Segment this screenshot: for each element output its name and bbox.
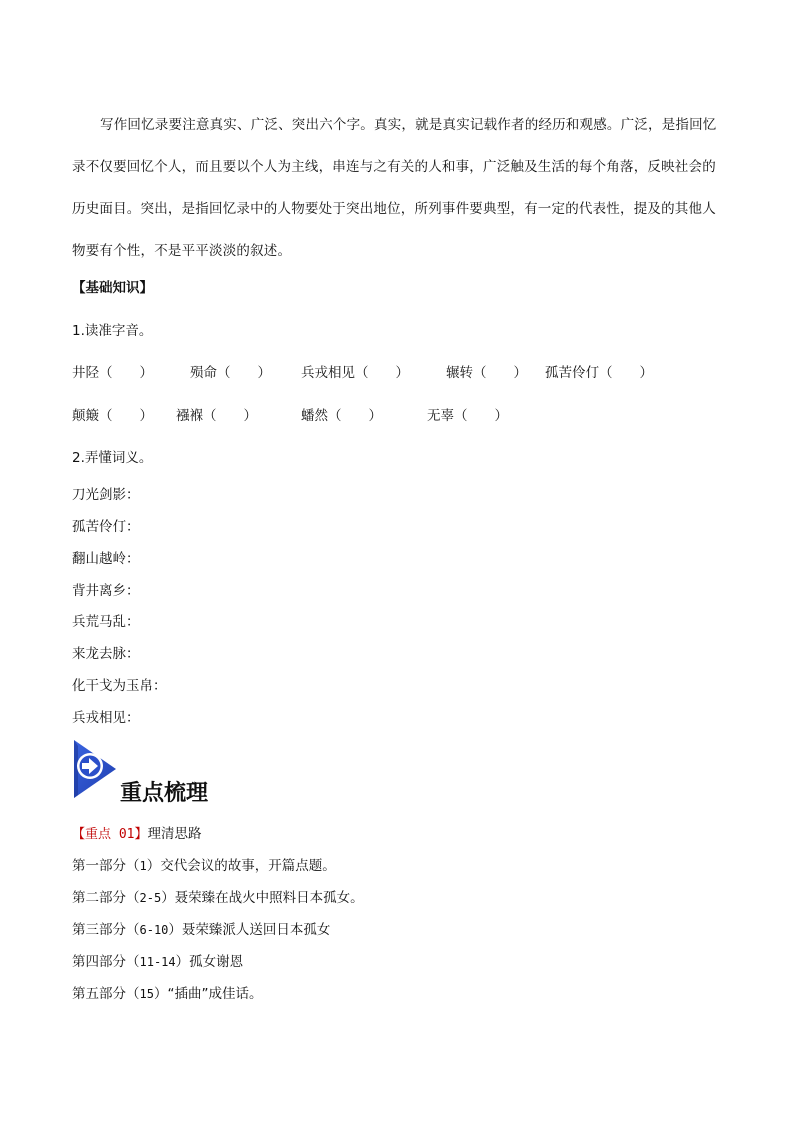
part-text: ）交代会议的故事，开篇点题。 bbox=[146, 858, 336, 874]
term-item: 兵荒马乱： bbox=[72, 614, 140, 630]
term-item: 翻山越岭： bbox=[72, 551, 140, 567]
outline-part bbox=[72, 982, 262, 1002]
outline-part bbox=[72, 950, 243, 970]
question-1-label: 1.读准字音。 bbox=[72, 323, 153, 339]
part-prefix: 第五部分（ bbox=[72, 986, 140, 1002]
pinyin-item: 殒命（ ） bbox=[190, 365, 271, 381]
part-prefix: 第四部分（ bbox=[72, 954, 140, 970]
part-range: 6-10 bbox=[139, 923, 169, 937]
outline-part bbox=[72, 886, 364, 906]
section-banner bbox=[72, 738, 372, 806]
part-range: 11-14 bbox=[139, 955, 176, 969]
question-2-label: 2.弄懂词义。 bbox=[72, 450, 153, 466]
term-item: 化干戈为玉帛： bbox=[72, 678, 167, 694]
pinyin-item: 无辜（ ） bbox=[427, 408, 508, 424]
outline-part bbox=[72, 854, 336, 874]
keypoint-label: 理清思路 bbox=[147, 826, 202, 842]
pinyin-item: 井陉（ ） bbox=[72, 365, 153, 381]
pinyin-item: 辗转（ ） bbox=[446, 365, 527, 381]
term-item: 背井离乡： bbox=[72, 583, 140, 599]
term-item: 孤苦伶仃： bbox=[72, 519, 140, 535]
intro-paragraph: 写作回忆录要注意真实、广泛、突出六个字。真实，就是真实记载作者的经历和观感。广泛，是指回忆录不仅要回忆个人，而且要以个人为主线，串连与之有关的人和事，广泛触及生活的每个角落，反映社会的历史面目。突出，是指回忆录中的人物要处于突出地位，所列事件要典型，有一定的代表性，提及的其他人物要有个性，不是平平淡淡的叙述。 bbox=[72, 117, 717, 259]
part-range: 1 bbox=[139, 859, 147, 873]
part-text: ）“插曲”成佳话。 bbox=[153, 986, 263, 1002]
pinyin-item: 蟠然（ ） bbox=[301, 408, 382, 424]
part-range: 2-5 bbox=[139, 891, 162, 905]
basic-knowledge-heading: 【基础知识】 bbox=[72, 280, 153, 296]
pinyin-item: 襁褓（ ） bbox=[176, 408, 257, 424]
part-text: ）孤女谢恩 bbox=[175, 954, 244, 970]
part-prefix: 第二部分（ bbox=[72, 890, 140, 906]
pinyin-item: 兵戎相见（ ） bbox=[301, 365, 409, 381]
term-item: 刀光剑影： bbox=[72, 487, 140, 503]
pinyin-item: 孤苦伶仃（ ） bbox=[545, 365, 653, 381]
section-title: 重点梳理 bbox=[120, 780, 209, 806]
part-prefix: 第三部分（ bbox=[72, 922, 140, 938]
pinyin-item: 颠簸（ ） bbox=[72, 408, 153, 424]
part-text: ）聂荣臻派人送回日本孤女 bbox=[168, 922, 331, 938]
term-item: 兵戎相见： bbox=[72, 710, 140, 726]
part-prefix: 第一部分（ bbox=[72, 858, 140, 874]
keypoint-line bbox=[72, 822, 201, 842]
outline-part bbox=[72, 918, 330, 938]
keypoint-tag: 【重点 01】 bbox=[72, 827, 148, 842]
arrow-right-icon bbox=[72, 738, 118, 800]
part-range: 15 bbox=[139, 987, 154, 1001]
part-text: ）聂荣臻在战火中照料日本孤女。 bbox=[161, 890, 364, 906]
term-item: 来龙去脉： bbox=[72, 646, 140, 662]
